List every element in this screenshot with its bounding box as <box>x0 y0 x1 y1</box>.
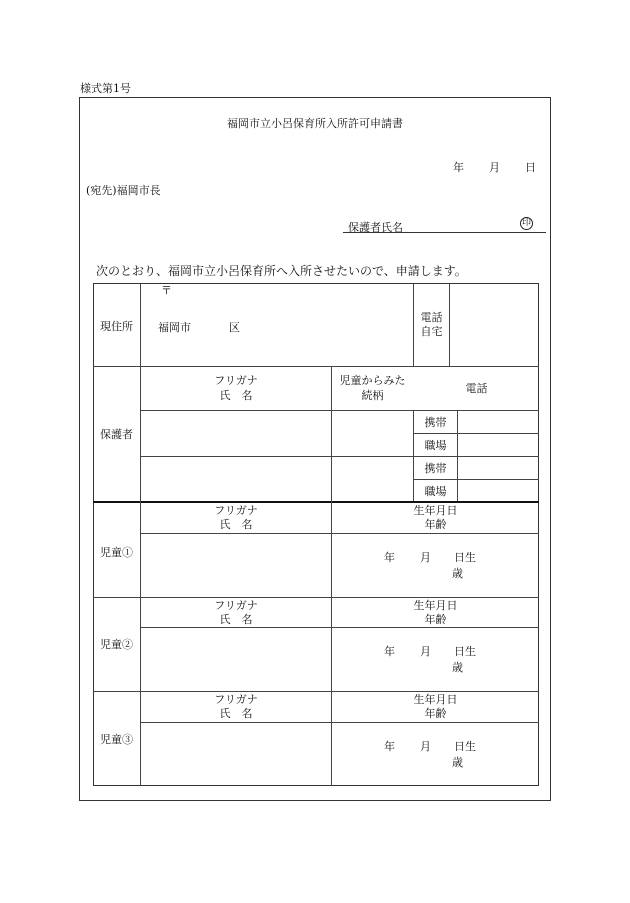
mobile-label-1: 携帯 <box>424 416 447 429</box>
child-2-age-unit: 歳 <box>452 661 463 674</box>
child-1-month-label: 月 <box>420 551 431 564</box>
child-3-name-header: 氏 名 <box>219 707 253 720</box>
child-1-name-header: 氏 名 <box>219 518 253 531</box>
child-3-birthday-label: 日生 <box>454 740 476 753</box>
address-city: 福岡市 <box>158 321 191 334</box>
child-1-birthday-label: 日生 <box>454 551 476 564</box>
guardian-name-label: 保護者氏名 <box>348 221 403 234</box>
signature-line <box>343 232 546 233</box>
row-divider <box>93 597 539 598</box>
relation-header-sub: 続柄 <box>361 389 384 402</box>
date-month-label: 月 <box>489 161 500 174</box>
address-label: 現住所 <box>100 320 133 333</box>
work-label-1: 職場 <box>424 439 447 452</box>
home-phone-label: 電話 <box>420 311 443 324</box>
child-3-age-unit: 歳 <box>452 756 463 769</box>
guardian-name-field-1[interactable] <box>141 411 331 456</box>
child-3-dob-header: 生年月日 <box>413 693 458 706</box>
work-phone-field-1[interactable] <box>458 434 538 456</box>
work-label-2: 職場 <box>424 485 447 498</box>
child-2-label: 児童② <box>100 638 133 651</box>
column-divider <box>331 501 332 786</box>
guardian-name-field-2[interactable] <box>141 457 331 501</box>
guardian-name-header: 氏 名 <box>219 389 253 402</box>
child-2-dob-header: 生年月日 <box>413 599 458 612</box>
child-2-name-header: 氏 名 <box>219 613 253 626</box>
seal-icon: 印 <box>521 218 531 228</box>
date-day-label: 日 <box>525 161 536 174</box>
child-2-name-field[interactable] <box>141 628 331 691</box>
child-3-year-label: 年 <box>384 740 395 753</box>
address-ward: 区 <box>229 321 240 334</box>
child-1-label: 児童① <box>100 546 133 559</box>
child-3-month-label: 月 <box>420 740 431 753</box>
child-1-dob-header: 生年月日 <box>413 504 458 517</box>
child-3-label: 児童③ <box>100 733 133 746</box>
postal-mark: 〒 <box>161 284 172 297</box>
child-3-name-field[interactable] <box>141 723 331 785</box>
section-divider <box>93 501 539 503</box>
home-phone-sublabel: 自宅 <box>420 325 443 338</box>
mobile-phone-field-1[interactable] <box>458 411 538 433</box>
child-1-furigana-header: フリガナ <box>214 504 258 517</box>
child-3-furigana-header: フリガナ <box>214 693 258 706</box>
date-year-label: 年 <box>453 161 464 174</box>
child-2-age-header: 年齢 <box>424 613 447 626</box>
child-3-age-header: 年齢 <box>424 707 447 720</box>
guardian-furigana-header: フリガナ <box>214 374 258 387</box>
child-1-age-header: 年齢 <box>424 518 447 531</box>
child-2-month-label: 月 <box>420 645 431 658</box>
row-divider <box>93 366 539 367</box>
child-2-year-label: 年 <box>384 645 395 658</box>
child-1-year-label: 年 <box>384 551 395 564</box>
document-title: 福岡市立小呂保育所入所許可申請書 <box>227 117 403 130</box>
child-1-name-field[interactable] <box>141 534 331 597</box>
form-number: 様式第1号 <box>80 82 131 95</box>
addressee: (宛先)福岡市長 <box>86 184 161 197</box>
child-2-birthday-label: 日生 <box>454 645 476 658</box>
relation-header: 児童からみた <box>339 374 406 387</box>
mobile-phone-field-2[interactable] <box>458 457 538 479</box>
home-phone-field[interactable] <box>450 284 538 365</box>
relation-field-1[interactable] <box>332 411 413 456</box>
row-divider <box>93 691 539 692</box>
address-field[interactable] <box>158 298 408 316</box>
child-2-furigana-header: フリガナ <box>214 599 258 612</box>
mobile-label-2: 携帯 <box>424 462 447 475</box>
intro-text: 次のとおり、福岡市立小呂保育所へ入所させたいので、申請します。 <box>96 264 467 278</box>
guardian-label: 保護者 <box>100 428 133 441</box>
guardian-phone-header: 電話 <box>465 382 488 395</box>
relation-field-2[interactable] <box>332 457 413 501</box>
work-phone-field-2[interactable] <box>458 480 538 501</box>
child-1-age-unit: 歳 <box>452 567 463 580</box>
